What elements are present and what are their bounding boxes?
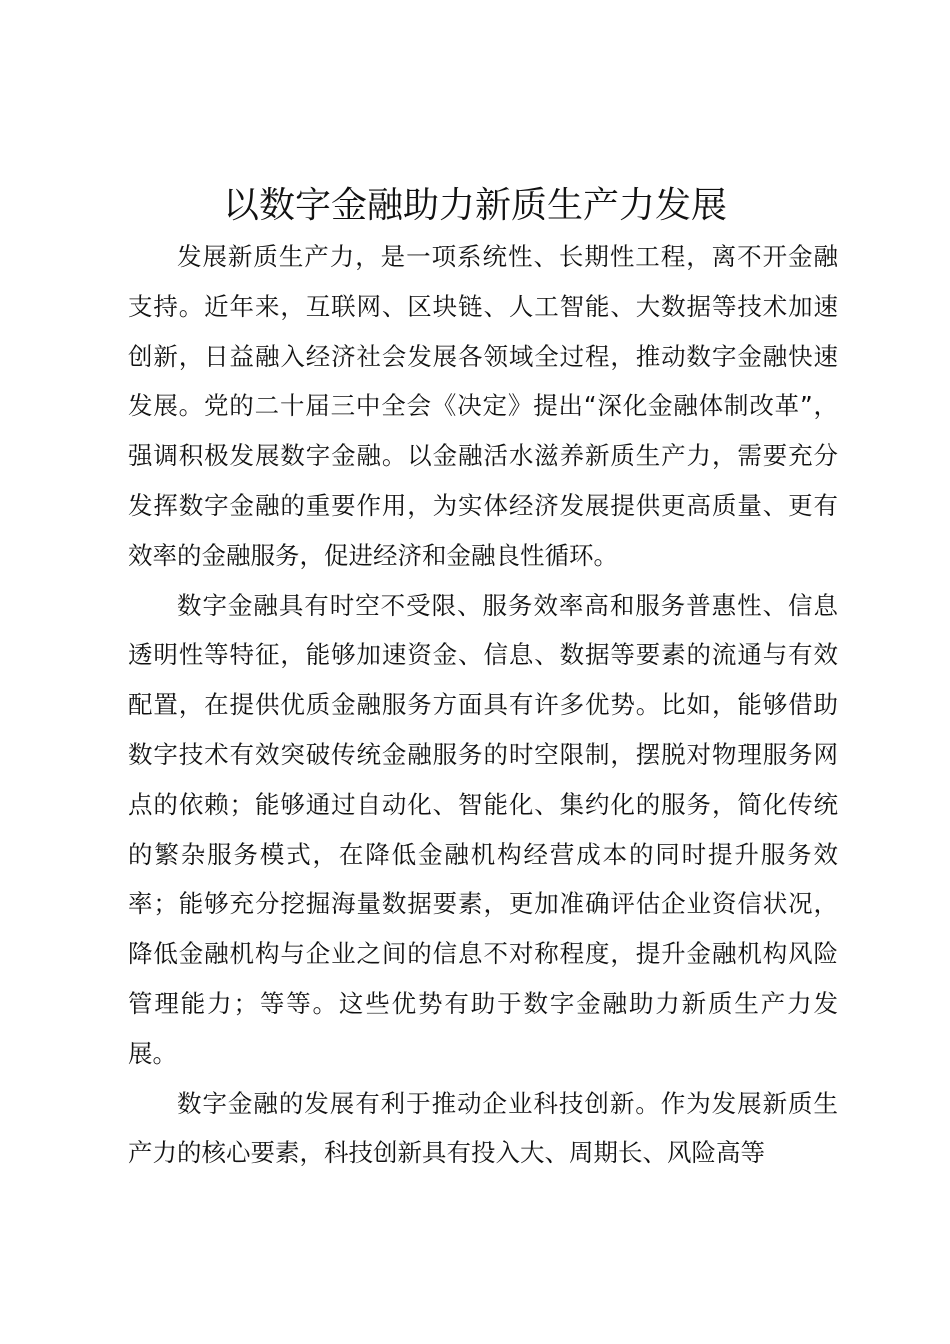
paragraph-3: 数字金融的发展有利于推动企业科技创新。作为发展新质生产力的核心要素，科技创新具有投入大、周期长、风险高等 — [128, 1088, 838, 1168]
paragraph-1: 发展新质生产力，是一项系统性、长期性工程，离不开金融支持。近年来，互联网、区块链、人工智能、大数据等技术加速创新，日益融入经济社会发展各领域全过程，推动数字金融快速发展。党的二十届三中全会《决定》提出“深化金融体制改革”，强调积极发展数字金融。以金融活水滋养新质生产力，需要充分发挥数字金融的重要作用，为实体经济发展提供更高质量、更有效率的金融服务，促进经济和金融良性循环。 — [128, 242, 838, 570]
paragraph-2: 数字金融具有时空不受限、服务效率高和服务普惠性、信息透明性等特征，能够加速资金、信息、数据等要素的流通与有效配置，在提供优质金融服务方面具有许多优势。比如，能够借助数字技术有效突破传统金融服务的时空限制，摆脱对物理服务网点的依赖；能够通过自动化、智能化、集约化的服务，简化传统的繁杂服务模式，在降低金融机构经营成本的同时提升服务效率；能够充分挖掘海量数据要素，更加准确评估企业资信状况，降低金融机构与企业之间的信息不对称程度，提升金融机构风险管理能力；等等。这些优势有助于数字金融助力新质生产力发展。 — [128, 590, 838, 1068]
document-body — [128, 232, 838, 1178]
document-title: 以数字金融助力新质生产力发展 — [222, 185, 727, 226]
